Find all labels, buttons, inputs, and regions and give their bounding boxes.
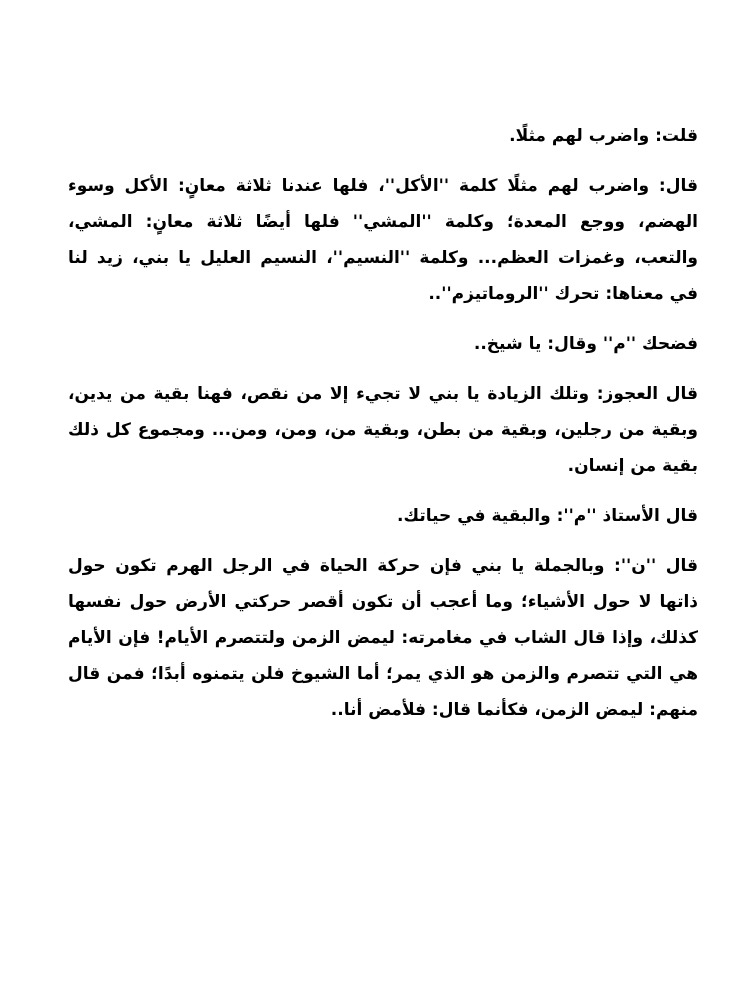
paragraph-1: قلت: واضرب لهم مثلًا. (509, 126, 698, 146)
paragraph-4: قال العجوز: وتلك الزيادة يا بني لا تجيء إلا من نقص، فهنا بقية من يدين، وبقية من رجلين، وبقية من بطن، وبقية من، ومن، ومن... ومجموع كل ذلك بقية من إنسان. (68, 384, 698, 476)
document-body (68, 118, 698, 742)
paragraph-2: قال: واضرب لهم مثلًا كلمة ''الأكل''، فلها عندنا ثلاثة معانٍ: الأكل وسوء الهضم، ووجع المعدة؛ وكلمة ''المشي'' فلها أيضًا ثلاثة معانٍ: المشي، والتعب، وغمزات العظم... وكلمة ''النسيم''، النسيم العليل يا بني، زيد لنا في معناها: تحرك ''الروماتيزم''.. (68, 176, 698, 304)
paragraph-5: قال الأستاذ ''م'': والبقية في حياتك. (397, 506, 698, 526)
paragraph-6: قال ''ن'': وبالجملة يا بني فإن حركة الحياة في الرجل الهرم تكون حول ذاتها لا حول الأشياء؛ وما أعجب أن تكون أقصر حركتي الأرض حول نفسها كذلك، وإذا قال الشاب في مغامرته: ليمض الزمن ولتتصرم الأيام! فإن الأيام هي التي تتصرم والزمن هو الذي يمر؛ أما الشيوخ فلن يتمنوه أبدًا؛ فمن قال منهم: ليمض الزمن، فكأنما قال: فلأمض أنا.. (68, 556, 698, 720)
paragraph-3: فضحك ''م'' وقال: يا شيخ.. (473, 334, 698, 354)
